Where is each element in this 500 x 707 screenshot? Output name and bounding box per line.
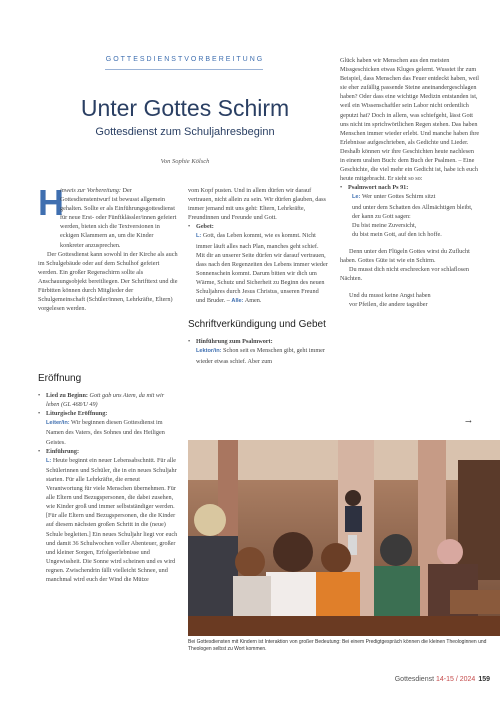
middle-continuation: vom Kopf pusten. Und in allem dürfen wir darauf vertrauen, nicht allein zu sein. Wir dürfen glauben, dass immer jemand mit uns geht: Eltern, Lehrkräfte, Freundinnen und Freunde und Gott.: [188, 187, 326, 222]
lied-text: Gott gab uns Atem, da mit wir leben (GL 468/U 49): [46, 392, 165, 409]
role-leiter: Leiter/in:: [46, 420, 70, 427]
role-le: Lе:: [352, 194, 361, 201]
lied-label: Lied zu Beginn:: [46, 392, 88, 400]
role-l: L:: [196, 233, 202, 240]
drop-cap: H: [38, 182, 64, 223]
role-lektor: Lektor/in:: [196, 348, 222, 355]
church-photo-illustration: [188, 440, 500, 636]
lied-item: [38, 391, 178, 409]
middle-column: [188, 186, 328, 366]
liturgische-eroeffnung-item: [38, 409, 178, 446]
psalm-line-2: und unter dem Schatten des Allmächtigen bleibt,: [352, 203, 473, 211]
continue-arrow-icon: →: [465, 417, 472, 426]
angst-line-1: Und du musst keine Angst haben: [349, 292, 431, 300]
psalm-line-4: Du bist meine Zuversicht,: [352, 221, 417, 229]
intro-label: inweis zur Vorbereitung:: [60, 187, 121, 194]
angst-line-2: vor Pfeilen, die andere tagsüber: [349, 301, 428, 309]
page-footer: [370, 676, 490, 683]
eroeffnung-heading: Eröffnung: [38, 373, 82, 384]
einfuehrung-label: Einführung:: [46, 447, 80, 455]
hinfuehrung-item: [188, 337, 328, 365]
article-subtitle: Gottesdienst zum Schuljahresbeginn: [95, 126, 275, 138]
right-column: [340, 56, 480, 309]
psalm-line-1: Lе: Wer unter Gottes Schirm sitzt: [352, 193, 436, 201]
gebet-item: [188, 222, 328, 306]
church-photo: [188, 440, 500, 636]
schrift-heading: Schriftverkündigung und Gebet: [188, 319, 326, 331]
intro-paragraph-1: [38, 182, 178, 250]
gebet-label: Gebet:: [196, 223, 214, 231]
fluegel-paragraph: Denn unter den Flügeln Gottes wirst du Zuflucht haben. Gottes Güte ist wie ein Schirm.: [340, 247, 470, 264]
hinfuehrung-label: Hinführung zum Psalmwort:: [196, 338, 273, 346]
eroeffnung-section: [38, 374, 178, 584]
intro-paragraph-2: Der Gottesdienst kann sowohl in der Kirche als auch im Schulgebäude oder auf dem Schulhof gefeiert werden. Ein großer Regenschirm sollte als Anschauungsobjekt bereitliegen. Der Schrifttext und die Fürbitten können durch Mitglieder der Schulgemeinschaft (Schüler/innen, Lehrkräfte, Eltern) vorgelesen werden.: [38, 250, 178, 313]
psalm-label: Psalmwort nach Ps 91:: [348, 184, 409, 192]
section-kicker: GOTTESDIENSTVORBEREITUNG: [105, 56, 265, 63]
intro-column: [38, 182, 178, 313]
hinfuehrung-text: Schon seit es Menschen gibt, geht immer wieder etwas schief. Aber zum: [196, 347, 325, 365]
intro-text: Der Gottesdienstentwurf ist bewusst allgemein gehalten. Sollte er als Einführungsgottesdienst für neue Erst- oder Fünftklässler/innen gefeiert werden, bieten sich die Textversionen in eckigen Klammern an, um die Kinder konkreter anzusprechen.: [60, 187, 177, 249]
erschrecken-paragraph: Du musst dich nicht erschrecken vor schlaflosen Nächten.: [340, 266, 469, 283]
eroeffnung-text: Wir beginnen diesen Gottesdienst im Namen des Vaters, des Sohnes und des Heiligen Geistes.: [46, 419, 165, 446]
psalm-line-3: der kann zu Gott sagen:: [352, 212, 411, 220]
einfuehrung-item: [38, 447, 178, 584]
role-alle: Alle:: [231, 298, 244, 305]
article-title: Unter Gottes Schirm: [80, 95, 290, 121]
right-continuation: Glück haben wir Menschen aus den meisten Missgeschicken etwas Kluges gelernt. Wusstet ihr zum Beispiel, dass Menschen das Feuer entdeckt haben, weil sie eher zufällig passende Steine aneinandergeschlagen haben? Oder dass eine wichtige Medizin entstanden ist, weil ein Wissenschaftler sein Labor nicht ordentlich geputzt hat? Doch in allem, was schiefgeht, lässt Gott uns nicht im sprichwörtlichen Regen stehen. Das haben Menschen immer wieder erlebt. Und manche haben ihre Erlebnisse aufgeschrieben, als Gedichte und Lieder. Deshalb können wir ihre Geschichten heute nachlesen in einem uralten Buch: dem Buch der Psalmen. – Eine Geschichte, die viel mehr ein Gedicht ist, habe ich euch heute mitgebracht. Er sieht so so:: [340, 57, 480, 183]
magazine-name: Gottesdienst: [394, 676, 435, 683]
eroeffnung-label: Liturgische Eröffnung:: [46, 410, 108, 418]
kicker-divider: [105, 69, 263, 70]
psalm-line-5: du bist mein Gott, auf den ich hoffe.: [352, 230, 442, 238]
gebet-text: Gott, das Leben kommt, wie es kommt. Nicht immer läuft alles nach Plan, manches geht schief. Mit dir an unserer Seite dürfen wir darauf vertrauen, dass nach den Regenzeiten des Lebens immer wieder Sonnenschein kommt. Darum bitten wir dich um Wärme, Schutz und Sicherheit zu Beginn des neuen Schuljahres durch Jesus Christus, unseren Freund und Bruder. –: [196, 232, 328, 305]
role-l: L:: [46, 457, 52, 464]
issue-number: 14-15 / 2024: [436, 676, 476, 683]
gebet-amen: Amen.: [243, 297, 262, 305]
photo-caption: Bei Gottesdiensten mit Kindern ist Interaktion von großer Bedeutung: Bei einem Predigtgespräch können die kleinen Theologinnen und Theologen selbst zu Wort kommen.: [188, 639, 487, 652]
einfuehrung-text: Heute beginnt ein neuer Lebensabschnitt. Für alle Schülerinnen und Schüler, die in ein neues Schuljahr starten. Für alle Lehrkräfte, die erneut Verantwortung für viele Menschen übernehmen. Für alle Eltern und Bezugspersonen, die dabei zusehen, wie Kinder groß und immer selbstständiger werden. [Für alle Eltern und Bezugspersonen, die die Kinder auf diesem nächsten großen Schritt in die (neue) Schule begleiten.] Ein neues Schuljahr liegt vor euch und damit 36 Schulwochen voller Abenteuer, großer und kleiner Sorgen, Erfolgserlebnisse und Ungewissheit. Die Sonne wird scheinen und es wird regnen. Zwischendrin fällt vielleicht Schnee, und manchmal wird euch der Wind die Mütze: [46, 456, 178, 583]
psalm-item: [340, 183, 480, 192]
page-number: 159: [478, 676, 490, 683]
article-author: Von Sophie Kölsch: [160, 158, 210, 165]
